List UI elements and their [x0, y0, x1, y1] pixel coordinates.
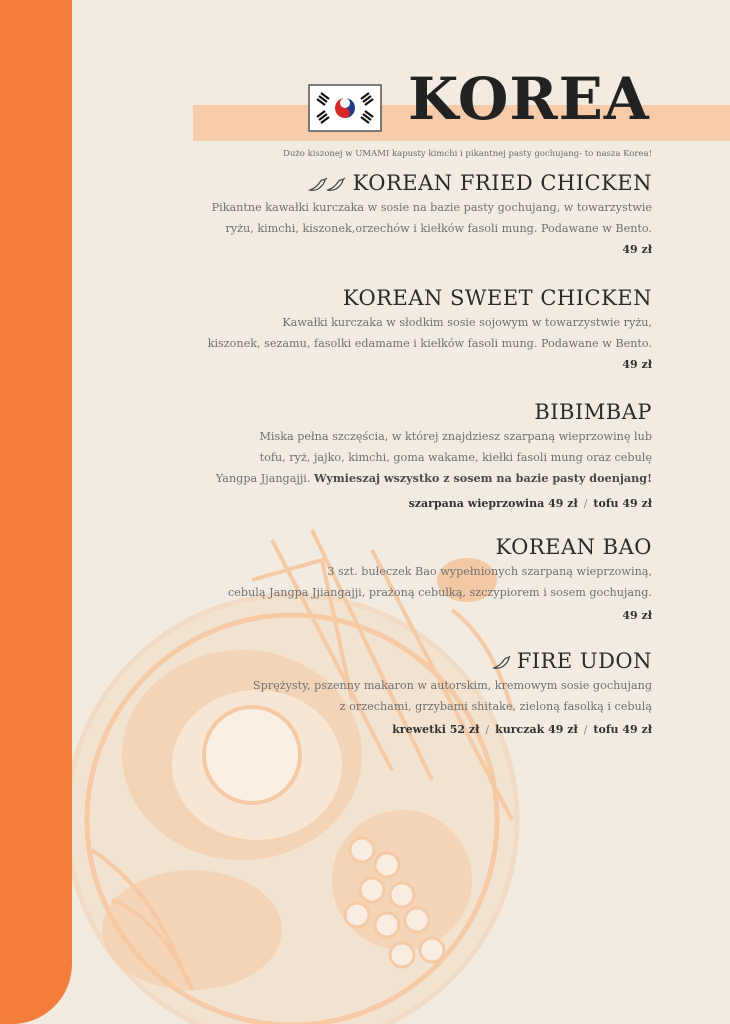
south-korea-flag-icon [307, 83, 383, 133]
intro-text: Dużo kiszonej w UMAMI kapusty kimchi i pikantnej pasty gochujang- to nasza Korea! [283, 149, 652, 159]
item-price: szarpana wieprzowina 49 zł / tofu 49 zł [408, 497, 652, 511]
item-price: 49 zł [622, 243, 652, 257]
menu-item-fire-udon [182, 650, 652, 736]
item-price: 49 zł [622, 358, 652, 372]
menu-item-korean-fried-chicken [182, 172, 652, 256]
chili-pepper-icon [491, 655, 511, 671]
menu-item-bibimbap [182, 401, 652, 510]
item-price: krewetki 52 zł / kurczak 49 zł / tofu 49 zł [392, 723, 652, 737]
item-title: KOREAN BAO [495, 535, 652, 559]
orange-sidebar [0, 0, 72, 1024]
item-description: 3 szt. bułeczek Bao wypełnionych szarpaną wieprzowiną, cebulą Jangpa Jjiangajji, prażoną cebulką, szczypiorem i sosem gochujang. [228, 565, 652, 600]
item-description: Miska pełna szczęścia, w której znajdziesz szarpaną wieprzowinę lub tofu, ryż, jajko, kimchi, goma wakame, kiełki fasoli mung oraz cebulę Yangpa Jjangajji. Wymieszaj wszystko z sosem na bazie pasty doenjang! [215, 430, 652, 486]
item-title: BIBIMBAP [534, 400, 652, 424]
page-title: KOREA [408, 65, 650, 133]
item-description: Sprężysty, pszenny makaron w autorskim, kremowym sosie gochujang z orzechami, grzybami shitake, zieloną fasolką i cebulą [252, 679, 652, 714]
item-price: 49 zł [622, 609, 652, 623]
item-title: KOREAN FRIED CHICKEN [352, 171, 652, 195]
menu-item-korean-sweet-chicken [182, 287, 652, 371]
item-description: Kawałki kurczaka w słodkim sosie sojowym w towarzystwie ryżu, kiszonek, sezamu, fasolki edamame i kiełków fasoli mung. Podawane w Bento. [207, 316, 652, 351]
menu-item-korean-bao [182, 536, 652, 622]
item-title: KOREAN SWEET CHICKEN [342, 286, 652, 310]
chili-pepper-icon [307, 177, 347, 193]
item-description: Pikantne kawałki kurczaka w sosie na bazie pasty gochujang, w towarzystwie ryżu, kimchi, kiszonek,orzechów i kiełków fasoli mung. Podawane w Bento. [211, 201, 652, 236]
item-title: FIRE UDON [516, 649, 652, 673]
